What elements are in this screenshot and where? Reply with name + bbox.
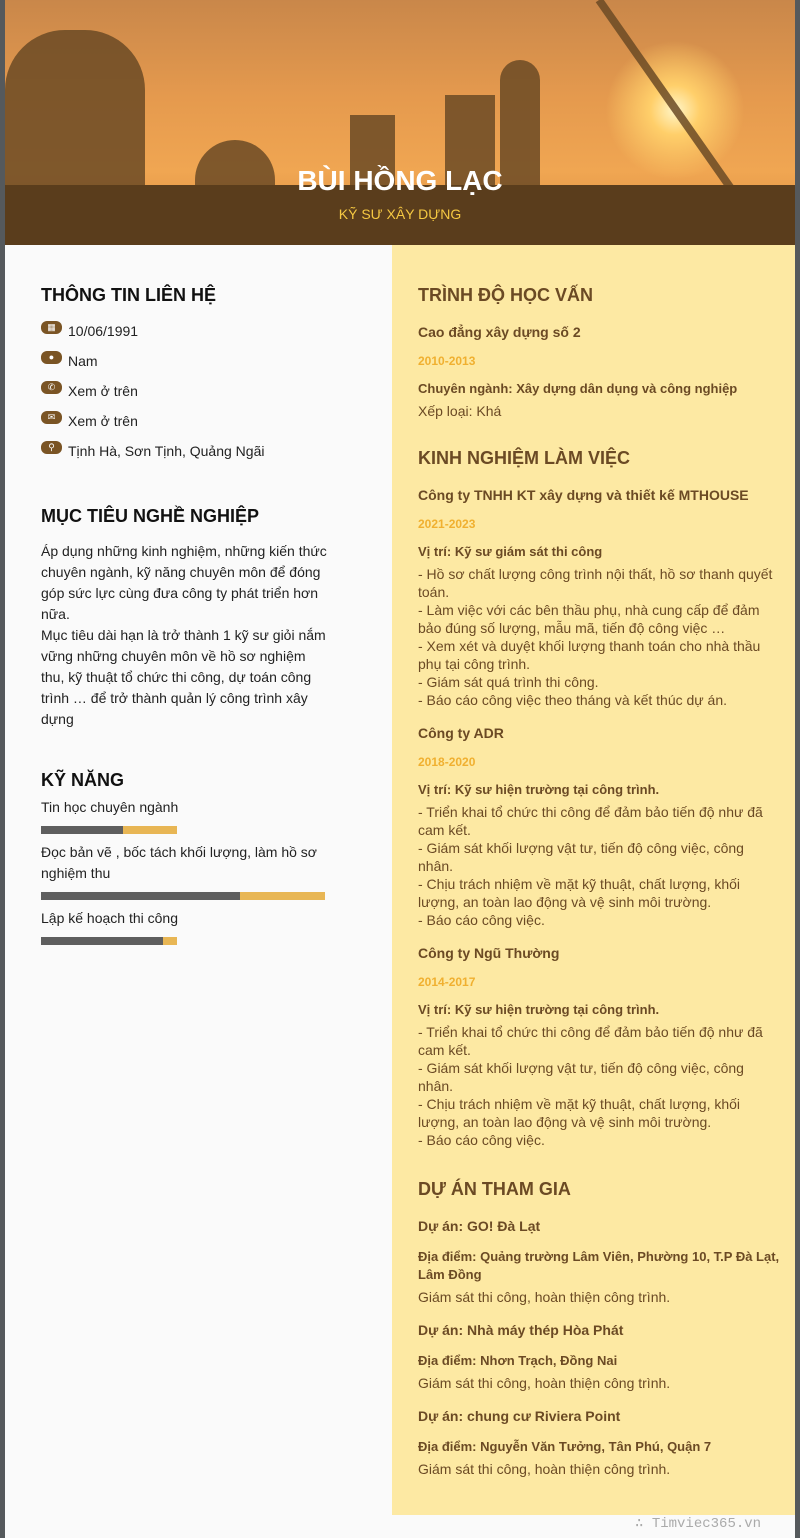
phone-icon: ✆ xyxy=(41,381,62,394)
objective-text-2: Mục tiêu dài hạn là trở thành 1 kỹ sư giỏi nắm vững những chuyên môn về hồ sơ nghiệm thu, kỹ thuật tổ chức thi công, dự toán công trình … để trở thành quản lý công trình xây dựng xyxy=(41,627,326,727)
education-major: Chuyên ngành: Xây dựng dân dụng và công nghiệp xyxy=(418,381,738,396)
contact-gender xyxy=(41,346,331,376)
contact-text: 10/06/1991 xyxy=(68,323,139,339)
description-line: - Giám sát quá trình thi công. xyxy=(418,674,599,690)
objective-text: Áp dụng những kinh nghiệm, những kiến thức chuyên ngành, kỹ năng chuyên môn để đóng góp sức lực cùng đưa công ty phát triển hơn nữa. xyxy=(41,543,327,622)
school-name: Cao đẳng xây dựng số 2 xyxy=(418,324,581,340)
education-grade: Xếp loại: Khá xyxy=(418,403,502,419)
project-name: Dự án: GO! Đà Lạt xyxy=(418,1218,541,1234)
project-item xyxy=(418,1322,780,1392)
project-name: Dự án: Nhà máy thép Hòa Phát xyxy=(418,1322,624,1338)
description-line: - Triển khai tổ chức thi công để đảm bảo tiến độ như đã cam kết. xyxy=(418,1024,763,1058)
company-name: Công ty Ngũ Thường xyxy=(418,945,560,961)
description-line: - Báo cáo công việc. xyxy=(418,1132,545,1148)
candidate-title: KỸ SƯ XÂY DỰNG xyxy=(338,206,462,222)
description-line: - Giám sát khối lượng vật tư, tiến độ công việc, công nhân. xyxy=(418,840,744,874)
contact-text: Nam xyxy=(68,353,98,369)
experience-item xyxy=(418,725,780,929)
skill-bar-fill xyxy=(41,892,240,900)
description-line: - Hồ sơ chất lượng công trình nội thất, hồ sơ thanh quyết toán. xyxy=(418,566,773,600)
project-location: Địa điểm: Quảng trường Lâm Viên, Phường 10, T.P Đà Lạt, Lâm Đồng xyxy=(418,1249,780,1282)
skill-bar xyxy=(41,937,177,945)
company-name: Công ty TNHH KT xây dựng và thiết kế MTHOUSE xyxy=(418,487,749,503)
project-name: Dự án: chung cư Riviera Point xyxy=(418,1408,621,1424)
job-position: Vị trí: Kỹ sư hiện trường tại công trình. xyxy=(418,1002,660,1017)
user-icon: ● xyxy=(41,351,62,364)
project-location: Địa điểm: Nhơn Trạch, Đồng Nai xyxy=(418,1353,618,1368)
project-description: Giám sát thi công, hoàn thiện công trình. xyxy=(418,1461,671,1477)
contact-email xyxy=(41,406,331,436)
description-line: - Làm việc với các bên thầu phụ, nhà cung cấp để đảm bảo đúng số lượng, mẫu mã, tiến độ công việc … xyxy=(418,602,760,636)
experience-years: 2014-2017 xyxy=(418,975,476,989)
description-line: - Chịu trách nhiệm về mặt kỹ thuật, chất lượng, khối lượng, an toàn lao động và vệ sinh môi trường. xyxy=(418,1096,741,1130)
contact-text: Xem ở trên xyxy=(68,413,138,429)
education-heading: TRÌNH ĐỘ HỌC VẤN xyxy=(418,285,593,305)
skill-name: Đọc bản vẽ , bốc tách khối lượng, làm hồ sơ nghiệm thu xyxy=(41,844,317,881)
company-name: Công ty ADR xyxy=(418,725,504,741)
contact-birthday xyxy=(41,316,331,346)
project-item xyxy=(418,1408,780,1478)
job-position: Vị trí: Kỹ sư giám sát thi công xyxy=(418,544,603,559)
experience-years: 2018-2020 xyxy=(418,755,476,769)
header-banner xyxy=(5,0,795,245)
job-description xyxy=(418,565,780,709)
right-column xyxy=(418,245,780,1494)
description-line: - Chịu trách nhiệm về mặt kỹ thuật, chất lượng, khối lượng, an toàn lao động và vệ sinh môi trường. xyxy=(418,876,741,910)
description-line: - Báo cáo công việc theo tháng và kết thúc dự án. xyxy=(418,692,728,708)
job-description xyxy=(418,803,780,929)
watermark: ∴ Timviec365.vn xyxy=(635,1516,762,1532)
skill-bar-fill xyxy=(41,937,163,945)
email-icon: ✉ xyxy=(41,411,62,424)
candidate-name: BÙI HỒNG LẠC xyxy=(297,165,503,196)
experience-years: 2021-2023 xyxy=(418,517,476,531)
contact-text: Xem ở trên xyxy=(68,383,138,399)
job-position: Vị trí: Kỹ sư hiện trường tại công trình. xyxy=(418,782,660,797)
project-description: Giám sát thi công, hoàn thiện công trình. xyxy=(418,1375,671,1391)
skill-bar xyxy=(41,826,177,834)
skill-bar-fill xyxy=(41,826,123,834)
skill-name: Tin học chuyên ngành xyxy=(41,799,179,815)
skill-name: Lập kế hoạch thi công xyxy=(41,910,178,926)
location-icon: ⚲ xyxy=(41,441,62,454)
description-line: - Xem xét và duyệt khối lượng thanh toán cho nhà thầu phụ tại công trình. xyxy=(418,638,761,672)
project-location: Địa điểm: Nguyễn Văn Tưởng, Tân Phú, Quận 7 xyxy=(418,1439,712,1454)
project-description: Giám sát thi công, hoàn thiện công trình. xyxy=(418,1289,671,1305)
contact-phone xyxy=(41,376,331,406)
experience-heading: KINH NGHIỆM LÀM VIỆC xyxy=(418,448,631,468)
scrollbar[interactable] xyxy=(795,0,800,1538)
contact-heading: THÔNG TIN LIÊN HỆ xyxy=(41,285,216,305)
project-item xyxy=(418,1218,780,1306)
left-column xyxy=(41,245,331,953)
education-years: 2010-2013 xyxy=(418,354,476,368)
description-line: - Giám sát khối lượng vật tư, tiến độ công việc, công nhân. xyxy=(418,1060,744,1094)
objective-heading: MỤC TIÊU NGHỀ NGHIỆP xyxy=(41,506,260,526)
skill-bar xyxy=(41,892,325,900)
description-line: - Triển khai tổ chức thi công để đảm bảo tiến độ như đã cam kết. xyxy=(418,804,763,838)
experience-item xyxy=(418,945,780,1149)
contact-text: Tịnh Hà, Sơn Tịnh, Quảng Ngãi xyxy=(68,443,265,459)
contact-address xyxy=(41,436,331,466)
skills-heading: KỸ NĂNG xyxy=(41,770,125,790)
calendar-icon: ▦ xyxy=(41,321,62,334)
job-description xyxy=(418,1023,780,1149)
projects-heading: DỰ ÁN THAM GIA xyxy=(418,1179,571,1199)
description-line: - Báo cáo công việc. xyxy=(418,912,545,928)
experience-item xyxy=(418,487,780,709)
